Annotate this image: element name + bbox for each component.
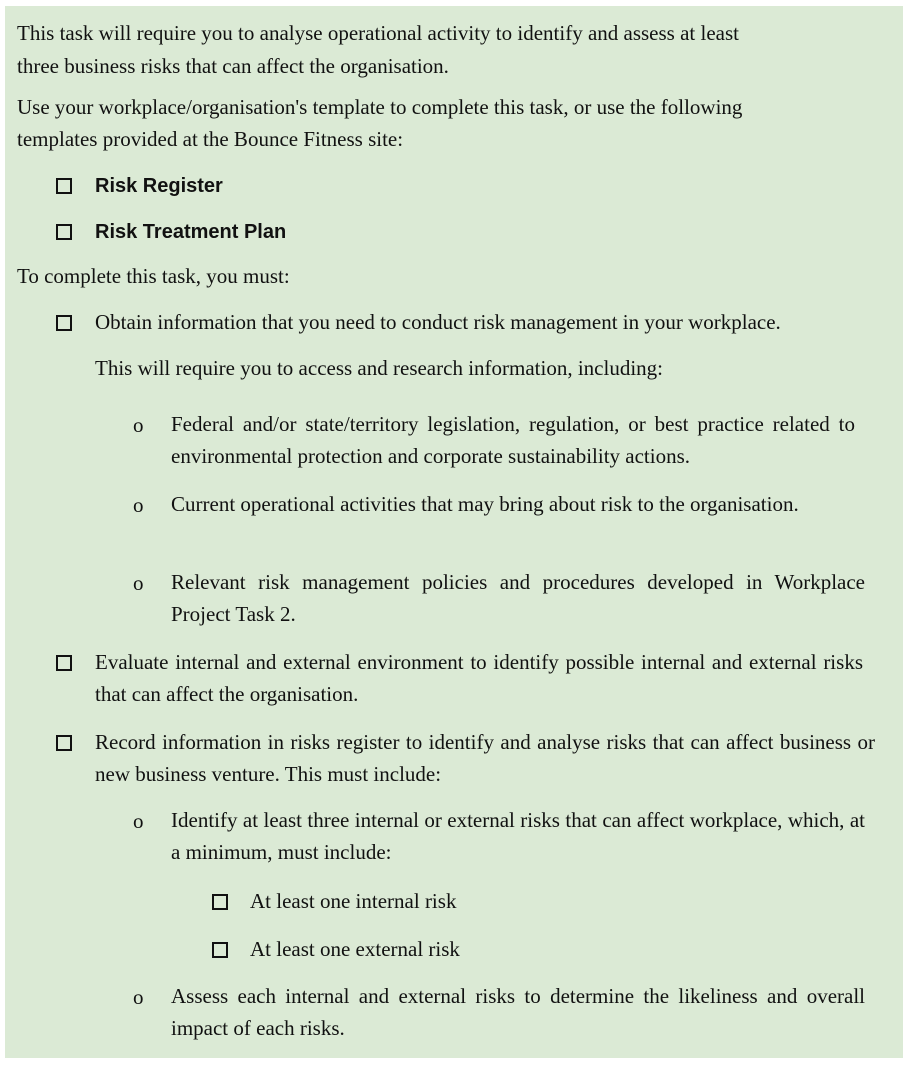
template-risk-treatment-plan: Risk Treatment Plan: [95, 221, 287, 243]
intro-line-3: Use your workplace/organisation's template to complete this task, or use the following: [17, 95, 743, 119]
checkbox-icon[interactable]: [56, 655, 72, 671]
minimum-internal-risk: At least one internal risk: [250, 889, 457, 913]
obtain-item-policies: Relevant risk management policies and procedures developed in Workplace Project Task 2.: [171, 570, 865, 626]
checkbox-icon[interactable]: [56, 178, 72, 194]
bullet-o-icon: o: [133, 985, 144, 1009]
bullet-o-icon: o: [133, 493, 144, 517]
checkbox-icon[interactable]: [212, 894, 228, 910]
task-record: Record information in risks register to identify and analyse risks that can affect business or new business venture. This must include:: [95, 730, 875, 786]
task-obtain-sub-intro: This will require you to access and research information, including:: [95, 356, 663, 380]
task-evaluate: Evaluate internal and external environment to identify possible internal and external risks that can affect the organisation.: [95, 650, 863, 706]
obtain-item-operational: Current operational activities that may bring about risk to the organisation.: [171, 492, 799, 516]
obtain-item-legislation: Federal and/or state/territory legislation, regulation, or best practice related to environmental protection and corporate sustainability actions.: [171, 412, 855, 468]
intro-line-4: templates provided at the Bounce Fitness site:: [17, 127, 404, 151]
bullet-o-icon: o: [133, 809, 144, 833]
record-assess: Assess each internal and external risks to determine the likeliness and overall impact of each risks.: [171, 984, 865, 1040]
bullet-o-icon: o: [133, 571, 144, 595]
must-heading: To complete this task, you must:: [17, 264, 290, 288]
checkbox-icon[interactable]: [56, 735, 72, 751]
minimum-external-risk: At least one external risk: [250, 937, 460, 961]
intro-line-2: three business risks that can affect the organisation.: [17, 54, 449, 78]
record-identify: Identify at least three internal or external risks that can affect workplace, which, at a minimum, must include:: [171, 808, 865, 864]
checkbox-icon[interactable]: [212, 942, 228, 958]
intro-line-1: This task will require you to analyse operational activity to identify and assess at least: [17, 21, 739, 45]
checkbox-icon[interactable]: [56, 315, 72, 331]
task-obtain: Obtain information that you need to conduct risk management in your workplace.: [95, 310, 781, 334]
checkbox-icon[interactable]: [56, 224, 72, 240]
bullet-o-icon: o: [133, 413, 144, 437]
template-risk-register: Risk Register: [95, 175, 223, 197]
